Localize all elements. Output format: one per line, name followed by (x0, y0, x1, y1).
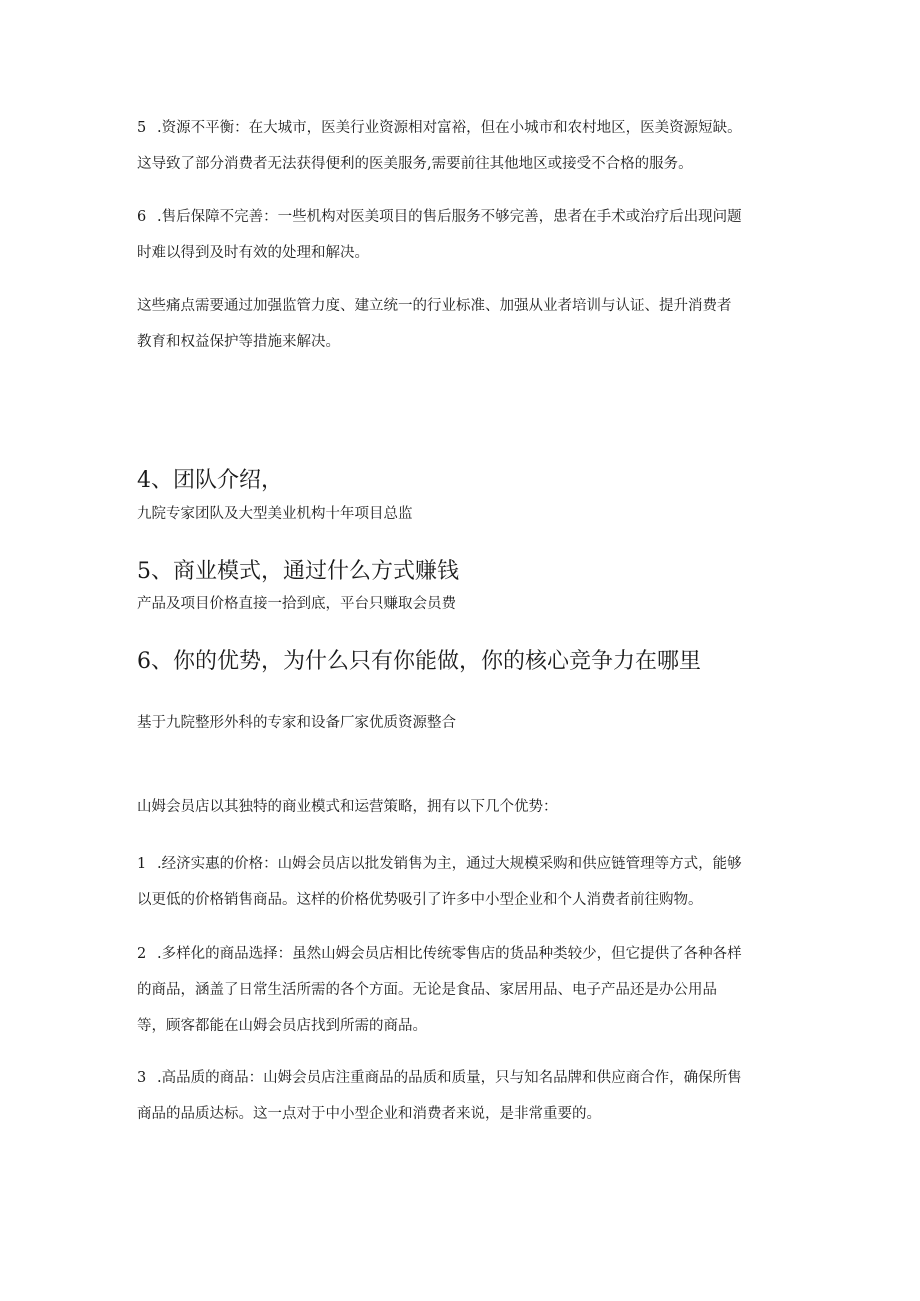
pain-point-5-text-2: 这导致了部分消费者无法获得便利的医美服务,需要前往其他地区或接受不合格的服务。 (137, 156, 693, 172)
summary-text-1: 这些痛点需要通过加强监管力度、建立统一的行业标准、加强从业者培训与认证、提升消费者 (137, 298, 732, 314)
sams-advantage-3-text-1: .高品质的商品：山姆会员店注重商品的品质和质量，只与知名品牌和供应商合作，确保所售 (157, 1070, 742, 1086)
business-model-heading: 5、商业模式，通过什么方式赚钱 (137, 559, 459, 584)
sams-advantage-2-number: 2 (137, 946, 147, 962)
pain-point-5-line-1 (137, 110, 785, 146)
sams-advantage-1-number: 1 (137, 856, 147, 872)
sams-intro: 山姆会员店以其独特的商业模式和运营策略，拥有以下几个优势： (137, 799, 558, 815)
sams-advantage-1-line-1 (137, 846, 785, 882)
summary-text-2: 教育和权益保护等措施来解决。 (137, 334, 340, 350)
pain-point-5 (137, 110, 785, 182)
sams-advantage-3 (137, 1060, 785, 1132)
sams-advantage-1 (137, 846, 785, 918)
sams-advantage-2-text-3: 等，顾客都能在山姆会员店找到所需的商品。 (137, 1018, 427, 1034)
sams-advantage-2 (137, 936, 785, 1044)
pain-points-summary (137, 288, 785, 360)
team-text: 九院专家团队及大型美业机构十年项目总监 (137, 506, 413, 522)
pain-point-6-number: 6 (137, 209, 147, 225)
pain-point-5-text-1: .资源不平衡：在大城市，医美行业资源相对富裕，但在小城市和农村地区，医美资源短缺。 (157, 120, 742, 136)
sams-advantage-3-number: 3 (137, 1070, 147, 1086)
pain-point-6 (137, 199, 785, 271)
pain-point-6-text-2: 时难以得到及时有效的处理和解决。 (137, 245, 369, 261)
sams-advantage-3-line-1 (137, 1060, 785, 1096)
sams-advantage-2-text-1: .多样化的商品选择：虽然山姆会员店相比传统零售店的货品种类较少，但它提供了各种各样 (157, 946, 742, 962)
team-heading: 4、团队介绍， (137, 468, 283, 493)
sams-advantage-2-line-1 (137, 936, 785, 972)
sams-advantage-2-text-2: 的商品，涵盖了日常生活所需的各个方面。无论是食品、家居用品、电子产品还是办公用品 (137, 982, 717, 998)
pain-point-5-number: 5 (137, 120, 147, 136)
business-model-text: 产品及项目价格直接一拾到底，平台只赚取会员费 (137, 596, 456, 612)
pain-point-6-line-1 (137, 199, 785, 235)
advantage-heading: 6、你的优势，为什么只有你能做，你的核心竞争力在哪里 (137, 649, 701, 674)
sams-advantage-3-text-2: 商品的品质达标。这一点对于中小型企业和消费者来说，是非常重要的。 (137, 1106, 601, 1122)
sams-advantage-1-text-2: 以更低的价格销售商品。这样的价格优势吸引了许多中小型企业和个人消费者前往购物。 (137, 892, 703, 908)
sams-advantage-1-text-1: .经济实惠的价格：山姆会员店以批发销售为主，通过大规模采购和供应链管理等方式，能够 (157, 856, 742, 872)
advantage-text: 基于九院整形外科的专家和设备厂家优质资源整合 (137, 715, 456, 731)
pain-point-6-text-1: .售后保障不完善：一些机构对医美项目的售后服务不够完善，患者在手术或治疗后出现问题 (157, 209, 742, 225)
